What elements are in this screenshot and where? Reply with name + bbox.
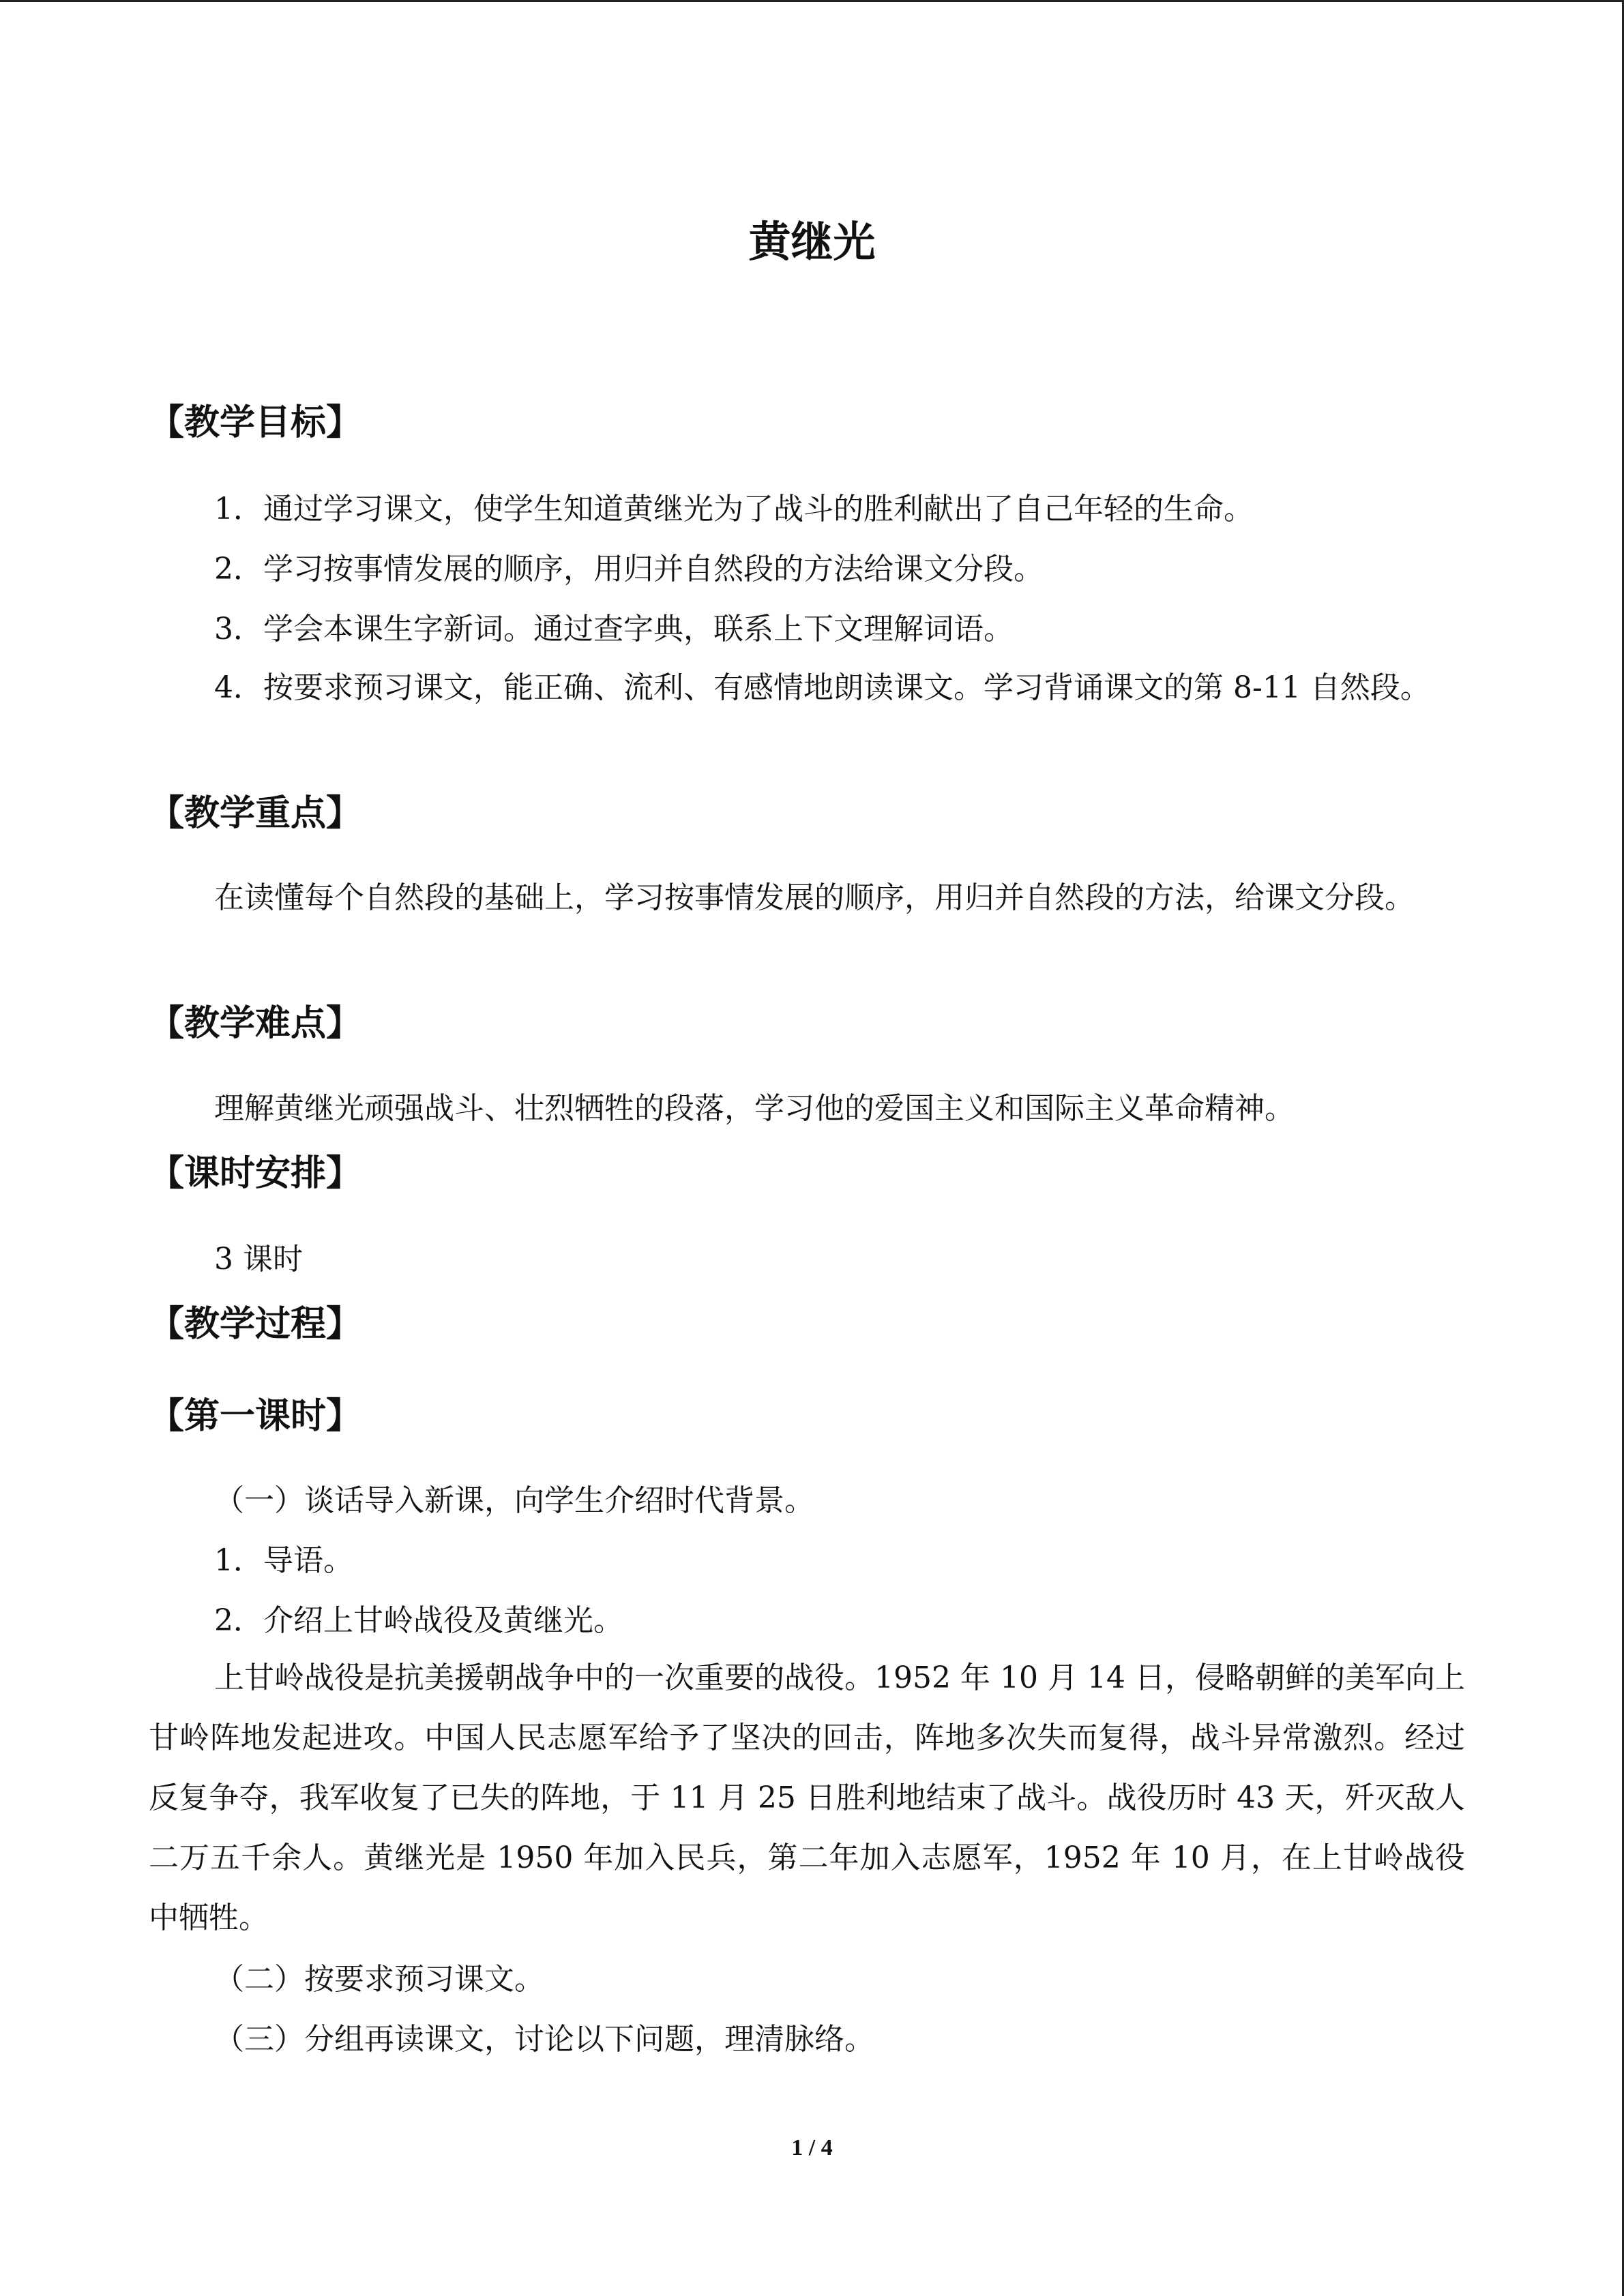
document-title: 黄继光 [748,217,876,267]
heading-key-points: 【教学重点】 [149,793,362,834]
heading-lesson-one: 【第一课时】 [149,1396,362,1437]
lesson-one-line-1: （一）谈话导入新课，向学生介绍时代背景。 [214,1483,814,1518]
difficulties-text: 理解黄继光顽强战斗、壮烈牺牲的段落，学习他的爱国主义和国际主义革命精神。 [214,1091,1295,1126]
heading-schedule: 【课时安排】 [149,1153,362,1194]
objective-item-4: 4．按要求预习课文，能正确、流利、有感情地朗读课文。学习背诵课文的第 8-11 自然段。 [214,670,1430,705]
heading-objectives: 【教学目标】 [149,402,362,443]
lesson-one-line-3: 2．介绍上甘岭战役及黄继光。 [214,1603,623,1638]
lesson-one-line-5: （二）按要求预习课文。 [214,1962,544,1997]
heading-process: 【教学过程】 [149,1304,362,1345]
key-points-text: 在读懂每个自然段的基础上，学习按事情发展的顺序，用归并自然段的方法，给课文分段。 [214,880,1415,915]
objective-item-2: 2．学习按事情发展的顺序，用归并自然段的方法给课文分段。 [214,552,1044,586]
lesson-one-line-6: （三）分组再读课文，讨论以下问题，理清脉络。 [214,2022,874,2057]
page-indicator: 1 / 4 [791,2135,833,2160]
lesson-one-background-paragraph: 上甘岭战役是抗美援朝战争中的一次重要的战役。1952 年 10 月 14 日，侵略朝鲜的美军向上甘岭阵地发起进攻。中国人民志愿军给予了坚决的回击，阵地多次失而复得，战斗异常激烈。经过反复争夺，我军收复了已失的阵地，于 11 月 25 日胜利地结束了战斗。战役历时 43 天，歼灭敌人二万五千余人。黄继光是 1950 年加入民兵，第二年加入志愿军，1952 年 10 月，在上甘岭战役中牺牲。 [149,1660,1465,1935]
objective-item-3: 3．学会本课生字新词。通过查字典，联系上下文理解词语。 [214,612,1014,646]
heading-difficulties: 【教学难点】 [149,1003,362,1044]
schedule-text: 3 课时 [214,1242,303,1277]
objective-item-1: 1．通过学习课文，使学生知道黄继光为了战斗的胜利献出了自己年轻的生命。 [214,492,1254,526]
lesson-one-line-2: 1．导语。 [214,1543,353,1578]
